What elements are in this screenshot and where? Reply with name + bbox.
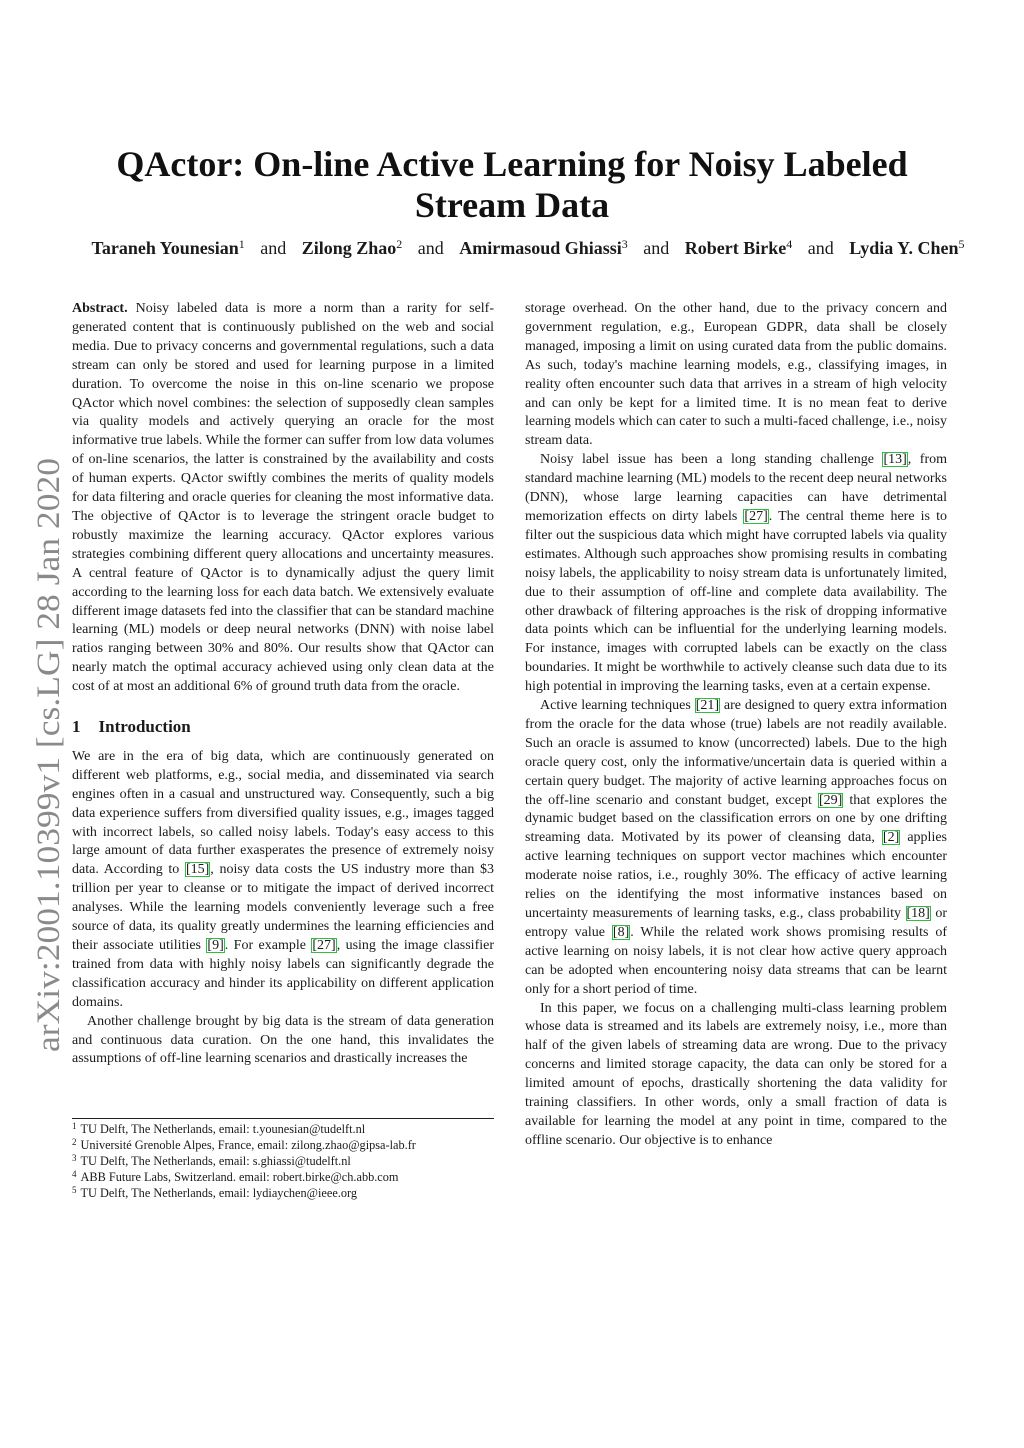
- paragraph-text: , noisy data costs the US industry more than $3 trillion per year to cleanse or to mitigate the impact of derived incorrect analyses. While the learning models conveniently leverage such a free source of data, its quality greatly undermines the learning efficiencies and their associate utilities: [72, 862, 495, 953]
- citation-link[interactable]: [15]: [185, 862, 210, 878]
- paragraph-text: or entropy value: [525, 906, 947, 940]
- section-title: Introduction: [98, 717, 191, 737]
- footnote: [72, 1185, 502, 1201]
- paragraph-text: are designed to query extra information from the oracle for the data whose (true) labels are not readily available. Such an oracle is assumed to know (uncorrected) labels. Due to the high oracle query cost, only the informative/uncertain data is queried within a certain query budget. The majority of active learning approaches focus on the off-line scenario and constant budget, except: [525, 698, 947, 808]
- footnote-mark: 3: [72, 1153, 77, 1163]
- footnote-mark: 2: [72, 1137, 77, 1147]
- citation-link[interactable]: [13]: [883, 452, 907, 468]
- author-mark: 4: [786, 237, 793, 251]
- paper-title: [0, 144, 1024, 226]
- right-column: [525, 300, 947, 1151]
- paragraph-text: We are in the era of big data, which are continuously generated on different web platforms, e.g., social media, and disseminated via search engines often in a casual and unstructured way. Consequently, such a big data experience suffers from diversified quality issues, e.g., images tagged with incorrect labels, so called noisy labels. Today's easy access to this large amount of data further exasperates the presence of extremely noisy data. According to: [72, 748, 494, 878]
- author-separator: and: [643, 238, 670, 258]
- author-name: Lydia Y. Chen: [849, 238, 959, 258]
- author-mark: 1: [238, 237, 245, 251]
- title-line-1: QActor: On-line Active Learning for Noisy Labeled: [116, 144, 908, 184]
- author-name: Taraneh Younesian: [91, 238, 239, 258]
- section-number: 1: [72, 717, 81, 737]
- citation-link[interactable]: [8]: [612, 924, 630, 940]
- footnote-mark: 5: [72, 1185, 77, 1195]
- footnote: [72, 1153, 502, 1169]
- author-name: Robert Birke: [684, 238, 787, 258]
- footnote: [72, 1121, 502, 1137]
- citation-link[interactable]: [27]: [744, 508, 768, 524]
- section-heading: [72, 718, 494, 737]
- paragraph-text: , from standard machine learning (ML) models to the recent deep neural networks (DNN), whose large learning capacities can have detrimental memorization effects on dirty labels: [525, 452, 947, 524]
- footnote-text: Université Grenoble Alpes, France, email: zilong.zhao@gipsa-lab.fr: [80, 1138, 416, 1152]
- paragraph-text: that explores the dynamic budget based on the classification errors on one by one drifting streaming data. Motivated by its power of cleansing data,: [525, 792, 947, 846]
- footnote-text: TU Delft, The Netherlands, email: lydiaychen@ieee.org: [80, 1186, 358, 1200]
- paragraph: storage overhead. On the other hand, due to the privacy concern and government regulation, e.g., European GDPR, data shall be closely managed, imposing a limit on using curated data from the public domains. As such, today's machine learning models, e.g., classifying images, in reality often encounter such data that arrives in a stream of high velocity and can only be kept for a limited time. It is no mean feat to derive learning models which can cater to such a multi-faced challenge, i.e., noisy stream data.: [525, 301, 947, 449]
- author-mark: 2: [396, 237, 403, 251]
- paragraph: [72, 748, 494, 1013]
- footnote-mark: 1: [72, 1121, 77, 1131]
- abstract-text: Noisy labeled data is more a norm than a rarity for self-generated content that is continuously published on the web and social media. Due to privacy concerns and governmental regulations, such a data stream can only be stored and used for learning purpose in a limited duration. To overcome the noise in this on-line scenario we propose QActor which novel combines: the selection of supposedly clean samples via quality models and actively querying an oracle for the most informative true labels. While the former can suffer from low data volumes of on-line scenarios, the latter is constrained by the availability and costs of human experts. QActor swiftly combines the merits of quality models for data filtering and oracle queries for cleaning the most informative data. The objective of QActor is to leverage the stringent oracle budget to robustly maximize the learning accuracy. QActor explores various strategies combining different query allocations and uncertainty measures. A central feature of QActor is to dynamically adjust the query limit according to the learning loss for each data batch. We extensively evaluate different image datasets fed into the classifier that can be standard machine learning (ML) models or deep neural networks (DNN) with noise label ratios ranging between 30% and 80%. Our results show that QActor can nearly match the optimal accuracy achieved using only clean data at the cost of at most an additional 6% of ground truth data from the oracle.: [72, 301, 494, 695]
- citation-link[interactable]: [9]: [207, 938, 224, 953]
- footnote-text: ABB Future Labs, Switzerland. email: robert.birke@ch.abb.com: [80, 1170, 399, 1184]
- footnotes: [72, 1121, 502, 1201]
- author-list: [0, 238, 1024, 259]
- paragraph-text: . While the related work shows promising results of active learning on noisy labels, it is not clear how active query approach can be adopted when encountering noisy data streams that can be learnt only for a short period of time.: [525, 924, 947, 997]
- footnote-text: TU Delft, The Netherlands, email: t.younesian@tudelft.nl: [80, 1122, 366, 1136]
- paragraph-text: , using the image classifier trained from data with highly noisy labels can significantly degrade the classification accuracy and hinder its applicability on different application domains.: [72, 938, 495, 1010]
- footnote-text: TU Delft, The Netherlands, email: s.ghiassi@tudelft.nl: [80, 1154, 351, 1168]
- author-separator: and: [260, 238, 287, 258]
- paragraph-text: . The central theme here is to filter out the suspicious data which might have corrupted labels via quality estimates. Although such approaches show promising results in combating noisy labels, the applicability to noisy stream data is unfortunately limited, due to their assumption of off-line and complete data availability. The other drawback of filtering approaches is the risk of dropping informative data points which can be influential for the underlying learning models. For instance, images with corrupted labels can be exactly on the class boundaries. It might be worthwhile to actively cleanse such data due to its high potential in improving the learning tasks, even at a certain expense.: [525, 508, 947, 695]
- left-column: [72, 300, 494, 1069]
- footnote: [72, 1137, 502, 1153]
- footnote: [72, 1169, 502, 1185]
- citation-link[interactable]: [29]: [818, 792, 843, 808]
- paragraph: Another challenge brought by big data is the stream of data generation and continuous data curation. On the one hand, this invalidates the assumptions of off-line learning scenarios and drastically increases the: [72, 1013, 494, 1067]
- author-separator: and: [417, 238, 444, 258]
- author-name: Amirmasoud Ghiassi: [459, 238, 622, 258]
- arxiv-stamp-text: arXiv:2001.10399v1 [cs.LG] 28 Jan 2020: [31, 500, 67, 1052]
- footnote-mark: 4: [72, 1169, 77, 1179]
- paragraph-text: Noisy label issue has been a long standing challenge: [540, 452, 883, 468]
- title-line-2: Stream Data: [414, 185, 610, 225]
- footnote-rule: [72, 1118, 494, 1119]
- abstract: [72, 300, 494, 697]
- paragraph-text: . For example: [224, 938, 312, 953]
- citation-link[interactable]: [2]: [882, 830, 900, 846]
- citation-link[interactable]: [27]: [312, 938, 336, 953]
- author-separator: and: [807, 238, 834, 258]
- citation-link[interactable]: [21]: [695, 698, 720, 714]
- paragraph: In this paper, we focus on a challenging multi-class learning problem whose data is streamed and its labels are extremely noisy, i.e., more than half of the given labels of streaming data are wrong. Due to the privacy concerns and limited storage capacity, the data can only be stored for a limited amount of epochs, drastically shortening the data validity for training classifiers. In other words, only a small fraction of data is available for learning the model at any point in time, compared to the offline scenario. Our objective is to enhance: [525, 1000, 947, 1148]
- paragraph-text: Active learning techniques: [540, 698, 695, 714]
- author-name: Zilong Zhao: [301, 238, 397, 258]
- citation-link[interactable]: [18]: [906, 906, 930, 921]
- paragraph: [525, 451, 947, 697]
- author-mark: 5: [958, 237, 965, 251]
- author-mark: 3: [621, 237, 628, 251]
- arxiv-stamp: [26, 455, 70, 1055]
- paragraph-text: applies active learning techniques on support vector machines which encounter moderate noise ratios, i.e., roughly 30%. The efficacy of active learning relies on the identifying the most informative instances based on uncertainty measurements of learning tasks, e.g., class probability: [525, 830, 947, 921]
- abstract-label: Abstract.: [72, 301, 128, 316]
- paragraph: [525, 697, 947, 1000]
